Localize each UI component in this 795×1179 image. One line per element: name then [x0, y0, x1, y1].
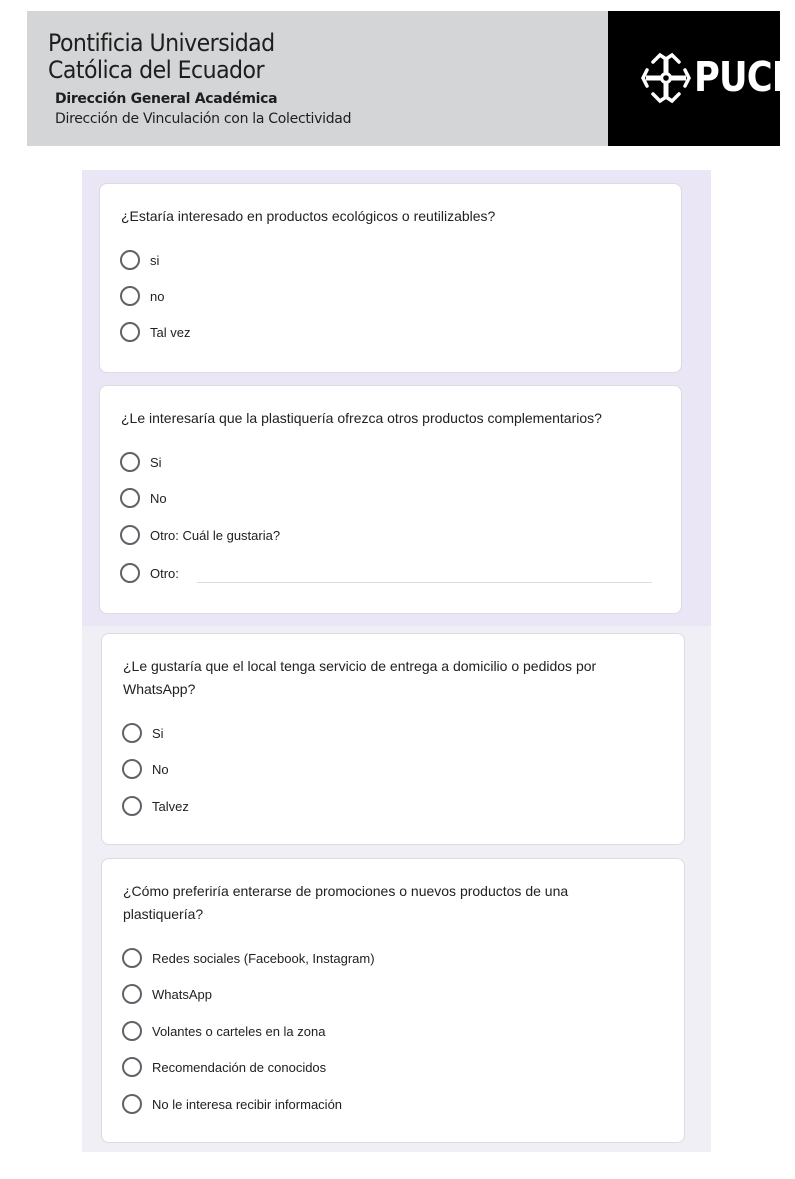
department-label: Dirección General Académica [55, 91, 278, 107]
radio-button[interactable] [122, 723, 142, 743]
option-talvez[interactable] [122, 795, 189, 817]
option-no-interesa[interactable] [122, 1093, 342, 1115]
option-label: Otro: Cuál le gustaria? [150, 527, 281, 543]
option-redes-sociales[interactable] [122, 947, 375, 969]
option-label: Volantes o carteles en la zona [152, 1023, 326, 1039]
question-card-complementary-products [99, 385, 682, 614]
radio-button[interactable] [122, 1057, 142, 1077]
radio-button[interactable] [122, 948, 142, 968]
option-otro[interactable] [120, 562, 179, 584]
other-text-input[interactable] [197, 582, 652, 583]
option-volantes[interactable] [122, 1020, 325, 1042]
radio-button[interactable] [120, 525, 140, 545]
radio-button[interactable] [120, 563, 140, 583]
question-title: ¿Estaría interesado en productos ecológicos o reutilizables? [121, 208, 496, 224]
option-label: Otro: [150, 565, 179, 581]
question-card-home-delivery [101, 633, 685, 845]
option-label: si [150, 252, 160, 268]
option-otro-cual[interactable] [120, 524, 280, 546]
option-si[interactable] [122, 722, 164, 744]
option-no[interactable] [120, 487, 167, 509]
option-label: Si [152, 725, 164, 741]
radio-button[interactable] [122, 984, 142, 1004]
option-label: Si [150, 454, 162, 470]
puce-logo-text: PUCE [694, 53, 795, 101]
radio-button[interactable] [122, 1094, 142, 1114]
question-title: ¿Le gustaría que el local tenga servicio de entrega a domicilio o pedidos por WhatsApp? [123, 658, 597, 697]
option-label: No [150, 490, 167, 506]
option-recomendacion[interactable] [122, 1056, 326, 1078]
option-label: Redes sociales (Facebook, Instagram) [152, 950, 375, 966]
option-no[interactable] [120, 285, 164, 307]
radio-button[interactable] [120, 322, 140, 342]
radio-button[interactable] [122, 759, 142, 779]
option-label: No [152, 761, 169, 777]
radio-button[interactable] [120, 488, 140, 508]
radio-button[interactable] [122, 1021, 142, 1041]
question-card-eco-products [99, 183, 682, 373]
option-label: no [150, 288, 165, 304]
option-label: Recomendación de conocidos [152, 1059, 327, 1075]
option-no[interactable] [122, 758, 169, 780]
radio-button[interactable] [122, 796, 142, 816]
institution-name-line2: Católica del Ecuador [48, 56, 265, 84]
radio-button[interactable] [120, 452, 140, 472]
header-banner [27, 11, 795, 146]
option-label: Talvez [152, 798, 189, 814]
radio-button[interactable] [120, 250, 140, 270]
institution-name [48, 30, 275, 84]
question-title: ¿Le interesaría que la plastiquería ofrezca otros productos complementarios? [121, 410, 602, 426]
radio-button[interactable] [120, 286, 140, 306]
option-label: No le interesa recibir información [152, 1096, 343, 1112]
option-si[interactable] [120, 249, 159, 271]
institution-name-line1: Pontificia Universidad [48, 29, 275, 57]
question-card-promotions-channel [101, 858, 685, 1143]
puce-logo [608, 11, 795, 146]
question-title: ¿Cómo preferiría enterarse de promociones o nuevos productos de una plastiquería? [123, 883, 569, 922]
subdepartment-label: Dirección de Vinculación con la Colectividad [55, 111, 352, 127]
puce-emblem-icon [641, 48, 691, 108]
option-whatsapp[interactable] [122, 983, 212, 1005]
option-si[interactable] [120, 451, 162, 473]
option-tal-vez[interactable] [120, 321, 190, 343]
option-label: WhatsApp [152, 986, 212, 1002]
option-label: Tal vez [150, 324, 191, 340]
